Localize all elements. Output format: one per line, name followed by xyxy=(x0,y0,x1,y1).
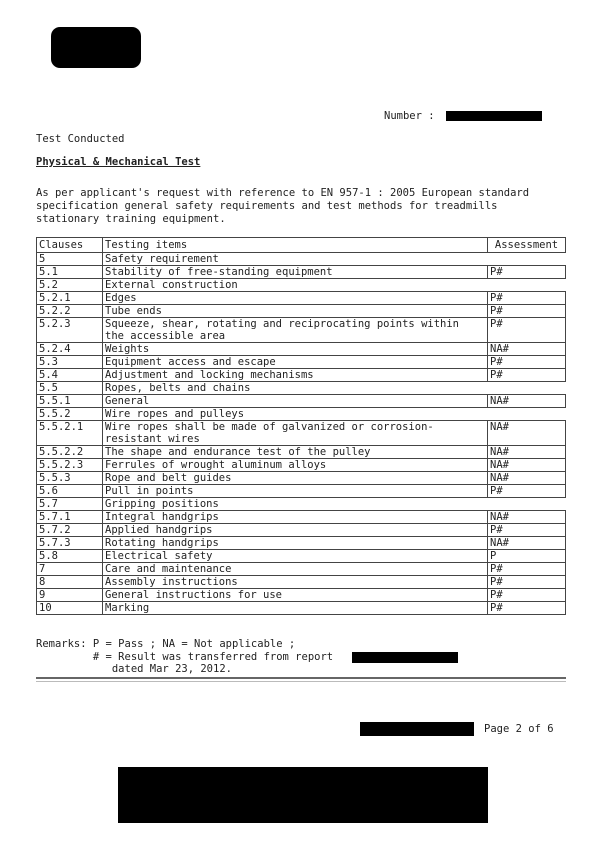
assessment-cell: P# xyxy=(488,318,566,343)
table-header-row xyxy=(37,238,566,253)
clause-cell: 5.2.2 xyxy=(37,305,103,318)
testing-item-cell: External construction xyxy=(103,279,488,292)
clause-cell: 5.7.1 xyxy=(37,511,103,524)
clause-cell: 5.7.3 xyxy=(37,537,103,550)
clause-cell: 5.3 xyxy=(37,356,103,369)
divider-rule xyxy=(36,677,566,679)
clause-cell: 5.5.2 xyxy=(37,408,103,421)
table-row xyxy=(37,305,566,318)
testing-item-cell: Pull in points xyxy=(103,485,488,498)
remarks-line-3: dated Mar 23, 2012. xyxy=(36,663,232,675)
testing-item-cell: Squeeze, shear, rotating and reciprocating points within the accessible area xyxy=(103,318,488,343)
assessment-cell xyxy=(488,408,566,421)
header-clauses: Clauses xyxy=(37,238,103,253)
assessment-cell: P# xyxy=(488,356,566,369)
clause-cell: 5.2.4 xyxy=(37,343,103,356)
table-row xyxy=(37,524,566,537)
table-row xyxy=(37,576,566,589)
assessment-cell: P xyxy=(488,550,566,563)
testing-item-cell: Rotating handgrips xyxy=(103,537,488,550)
page-number: Page 2 of 6 xyxy=(484,723,554,735)
table-row xyxy=(37,356,566,369)
table-row xyxy=(37,318,566,343)
testing-item-cell: Edges xyxy=(103,292,488,305)
testing-item-cell: Wire ropes shall be made of galvanized or corrosion- resistant wires xyxy=(103,421,488,446)
clause-cell: 5.6 xyxy=(37,485,103,498)
clause-cell: 7 xyxy=(37,563,103,576)
clause-cell: 5.5 xyxy=(37,382,103,395)
assessment-cell xyxy=(488,253,566,266)
clause-cell: 5.1 xyxy=(37,266,103,279)
table-row xyxy=(37,550,566,563)
testing-item-cell: Safety requirement xyxy=(103,253,488,266)
company-logo-redacted xyxy=(51,27,141,68)
assessment-cell: P# xyxy=(488,602,566,615)
assessment-cell: NA# xyxy=(488,395,566,408)
clause-cell: 5.7.2 xyxy=(37,524,103,537)
intro-paragraph: As per applicant's request with reference to EN 957-1 : 2005 European standard specification general safety requirements and test methods for treadmills stationary training equipment. xyxy=(36,187,530,225)
testing-item-cell: General xyxy=(103,395,488,408)
report-reference-redacted xyxy=(352,652,458,663)
report-number-redacted xyxy=(446,111,542,121)
remarks-line-1: Remarks: P = Pass ; NA = Not applicable ; xyxy=(36,638,296,650)
test-conducted-label: Test Conducted xyxy=(36,133,125,145)
assessment-cell: P# xyxy=(488,563,566,576)
table-row xyxy=(37,472,566,485)
clause-cell: 5.4 xyxy=(37,369,103,382)
testing-item-cell: Integral handgrips xyxy=(103,511,488,524)
assessment-cell xyxy=(488,382,566,395)
table-row xyxy=(37,589,566,602)
footer-reference-redacted xyxy=(360,722,474,736)
assessment-cell xyxy=(488,279,566,292)
remarks-line-2: # = Result was transferred from report xyxy=(36,650,334,663)
test-results-table xyxy=(36,237,566,615)
clause-cell: 5.2 xyxy=(37,279,103,292)
table-row xyxy=(37,279,566,292)
testing-item-cell: Weights xyxy=(103,343,488,356)
assessment-cell: P# xyxy=(488,369,566,382)
assessment-cell: P# xyxy=(488,305,566,318)
clause-cell: 5.5.2.1 xyxy=(37,421,103,446)
testing-item-cell: The shape and endurance test of the pulley xyxy=(103,446,488,459)
table-row xyxy=(37,369,566,382)
testing-item-cell: Ferrules of wrought aluminum alloys xyxy=(103,459,488,472)
testing-item-cell: Wire ropes and pulleys xyxy=(103,408,488,421)
assessment-cell: P# xyxy=(488,589,566,602)
header-assessment: Assessment xyxy=(488,238,566,253)
table-row xyxy=(37,511,566,524)
table-row xyxy=(37,498,566,511)
clause-cell: 5.5.3 xyxy=(37,472,103,485)
clause-cell: 5 xyxy=(37,253,103,266)
testing-item-cell: Assembly instructions xyxy=(103,576,488,589)
table-row xyxy=(37,602,566,615)
assessment-cell: NA# xyxy=(488,511,566,524)
clause-cell: 5.2.1 xyxy=(37,292,103,305)
clause-cell: 5.5.2.3 xyxy=(37,459,103,472)
clause-cell: 5.2.3 xyxy=(37,318,103,343)
assessment-cell: NA# xyxy=(488,421,566,446)
testing-item-cell: Care and maintenance xyxy=(103,563,488,576)
footer-address-redacted xyxy=(118,767,488,823)
testing-item-cell: Equipment access and escape xyxy=(103,356,488,369)
table-row xyxy=(37,253,566,266)
clause-cell: 8 xyxy=(37,576,103,589)
testing-item-cell: General instructions for use xyxy=(103,589,488,602)
assessment-cell: NA# xyxy=(488,537,566,550)
table-row xyxy=(37,395,566,408)
clause-cell: 5.8 xyxy=(37,550,103,563)
testing-item-cell: Applied handgrips xyxy=(103,524,488,537)
testing-item-cell: Rope and belt guides xyxy=(103,472,488,485)
assessment-cell: P# xyxy=(488,524,566,537)
section-title: Physical & Mechanical Test xyxy=(36,156,201,168)
testing-item-cell: Ropes, belts and chains xyxy=(103,382,488,395)
assessment-cell: NA# xyxy=(488,472,566,485)
assessment-cell: NA# xyxy=(488,446,566,459)
table-row xyxy=(37,485,566,498)
table-row xyxy=(37,446,566,459)
testing-item-cell: Stability of free-standing equipment xyxy=(103,266,488,279)
clause-cell: 5.5.2.2 xyxy=(37,446,103,459)
divider-rule-thin xyxy=(36,681,566,682)
table-row xyxy=(37,292,566,305)
assessment-cell xyxy=(488,498,566,511)
table-row xyxy=(37,266,566,279)
assessment-cell: NA# xyxy=(488,343,566,356)
assessment-cell: P# xyxy=(488,292,566,305)
table-row xyxy=(37,343,566,356)
clause-cell: 5.7 xyxy=(37,498,103,511)
testing-item-cell: Tube ends xyxy=(103,305,488,318)
table-row xyxy=(37,421,566,446)
clause-cell: 10 xyxy=(37,602,103,615)
testing-item-cell: Marking xyxy=(103,602,488,615)
header-testing-items: Testing items xyxy=(103,238,488,253)
report-number-label: Number : xyxy=(384,110,435,122)
testing-item-cell: Electrical safety xyxy=(103,550,488,563)
table-row xyxy=(37,459,566,472)
testing-item-cell: Adjustment and locking mechanisms xyxy=(103,369,488,382)
assessment-cell: P# xyxy=(488,266,566,279)
table-row xyxy=(37,537,566,550)
testing-item-cell: Gripping positions xyxy=(103,498,488,511)
table-row xyxy=(37,382,566,395)
table-body xyxy=(37,253,566,615)
table-row xyxy=(37,408,566,421)
table-row xyxy=(37,563,566,576)
assessment-cell: P# xyxy=(488,576,566,589)
clause-cell: 5.5.1 xyxy=(37,395,103,408)
clause-cell: 9 xyxy=(37,589,103,602)
assessment-cell: P# xyxy=(488,485,566,498)
assessment-cell: NA# xyxy=(488,459,566,472)
remarks xyxy=(36,638,333,676)
